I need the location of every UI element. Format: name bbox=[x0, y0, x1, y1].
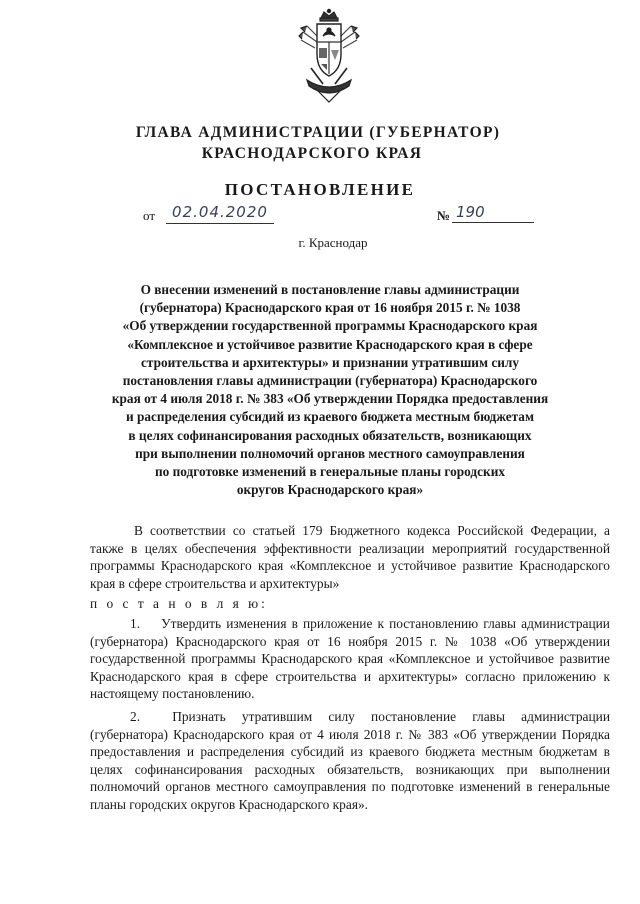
item-text: Признать утратившим силу постановление главы администрации (губернатора) Краснодарского края от 4 июля 2018 г. № 383 «Об утверждении Порядка предоставления и распределения субсидий из краевого бюджета местным бюджетам в целях софинансирования расходных обязательств, возникающих при выполнении полномочий органов местного самоуправления по подготовке изменений в генеральные планы городских округов Краснодарского края». bbox=[90, 708, 610, 812]
title-line: в целях софинансирования расходных обязательств, возникающих bbox=[128, 427, 532, 443]
number-value-handwritten: 190 bbox=[452, 203, 534, 223]
title-line: О внесении изменений в постановление главы администрации bbox=[140, 282, 520, 297]
title-line: строительства и архитектуры» и признании утратившим силу bbox=[140, 354, 520, 370]
date-value-handwritten: 02.04.2020 bbox=[166, 203, 274, 224]
authority-region: КРАСНОДАРСКОГО КРАЯ bbox=[201, 145, 423, 162]
title-line: округов Краснодарского края» bbox=[236, 482, 424, 498]
decree-word: п о с т а н о в л я ю: bbox=[90, 596, 268, 612]
intro-text: В соответствии со статьей 179 Бюджетного кодекса Российской Федерации, а также в целях обеспечения эффективности реализации мероприятий государственной программы Краснодарского края «Комплексное и устойчивое развитие Краснодарского края в сфере строительства и архитектуры» bbox=[90, 523, 610, 591]
list-item bbox=[90, 708, 610, 814]
title-line: (губернатора) Краснодарского края от 16 ноября 2015 г. № 1038 bbox=[139, 300, 521, 316]
item-text: Утвердить изменения в приложение к постановлению главы администрации (губернатора) Краснодарского края от 16 ноября 2015 г. № 1038 «Об утверждении государственной программы Краснодарского края «Комплексное и устойчивое развитие Краснодарского края в сфере строительства и архитектуры» согласно приложению к настоящему постановлению. bbox=[90, 615, 610, 702]
list-item bbox=[90, 615, 610, 703]
document-type: ПОСТАНОВЛЕНИЕ bbox=[224, 180, 416, 199]
date-label: от bbox=[143, 208, 156, 223]
intro-paragraph bbox=[90, 522, 610, 592]
item-number: 1. bbox=[130, 615, 141, 631]
city: г. Краснодар bbox=[298, 235, 368, 250]
coat-of-arms-icon bbox=[297, 8, 361, 104]
title-line: по подготовке изменений в генеральные планы городских bbox=[154, 464, 506, 480]
authority-title: ГЛАВА АДМИНИСТРАЦИИ (ГУБЕРНАТОР) bbox=[135, 124, 501, 141]
title-line: «Об утверждении государственной программы Краснодарского края bbox=[122, 318, 538, 334]
title-line: при выполнении полномочий органов местного самоуправления bbox=[135, 445, 525, 461]
title-line: «Комплексное и устойчивое развитие Краснодарского края в сфере bbox=[127, 336, 533, 352]
title-line: и распределения субсидий из краевого бюджета местным бюджетам bbox=[125, 409, 534, 425]
number-label: № bbox=[437, 208, 451, 223]
document-body bbox=[90, 522, 610, 819]
document-title bbox=[100, 281, 560, 499]
item-number: 2. bbox=[130, 708, 141, 724]
title-line: постановления главы администрации (губернатора) Краснодарского bbox=[122, 373, 538, 389]
title-line: края от 4 июля 2018 г. № 383 «Об утверждении Порядка предоставления bbox=[111, 391, 549, 407]
